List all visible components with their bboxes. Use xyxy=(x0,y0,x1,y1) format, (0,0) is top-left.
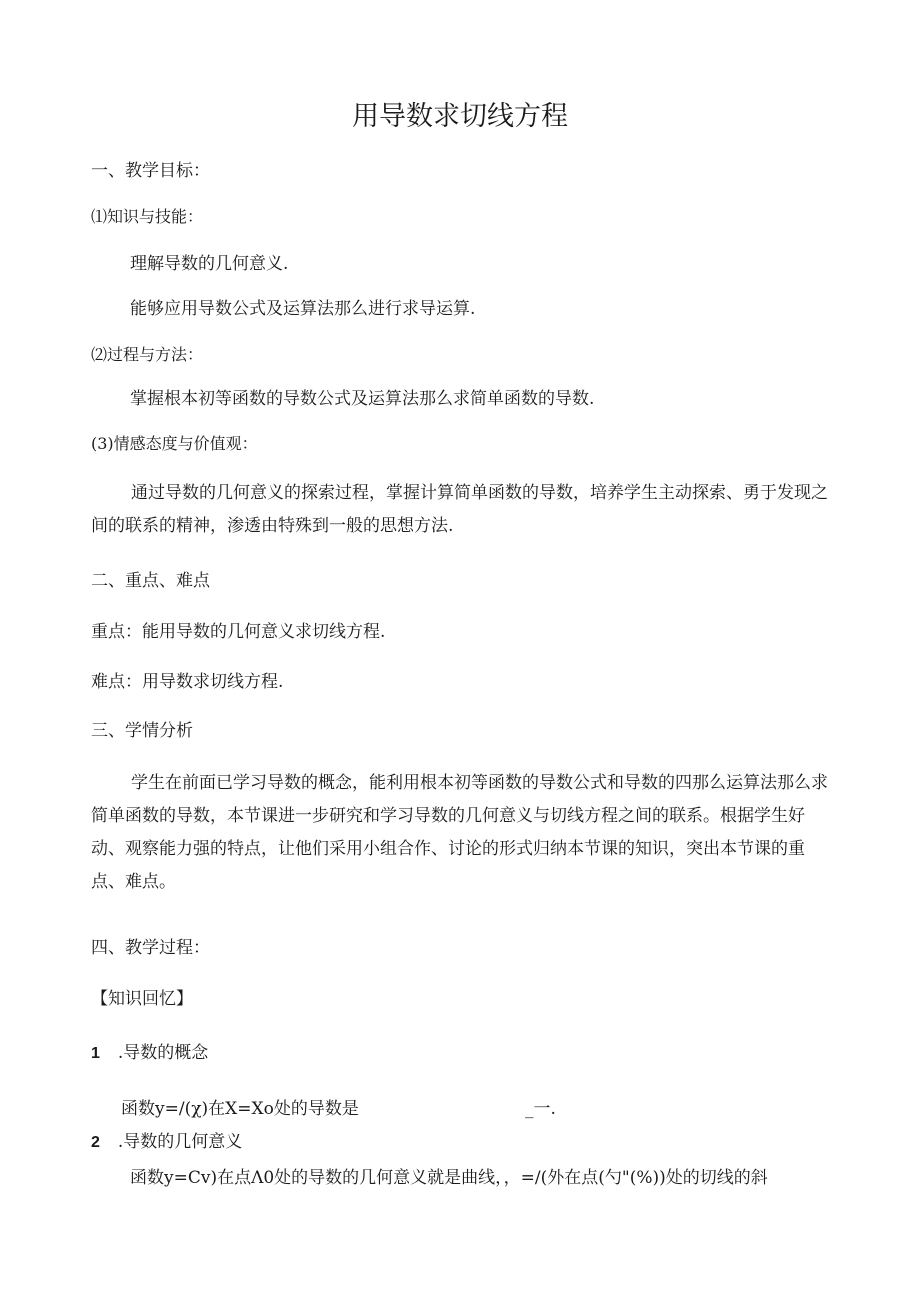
knowledge-item-1: 理解导数的几何意义. xyxy=(130,254,289,274)
key-point-text: 重点：能用导数的几何意义求切线方程. xyxy=(91,622,386,642)
answer-blank: _一. xyxy=(525,1099,556,1119)
knowledge-item-2: 能够应用导数公式及运算法那么进行求导运算. xyxy=(130,299,476,319)
section-3-heading: 三、学情分析 xyxy=(91,721,193,741)
emotion-attitude-label: (3)情感态度与价值观： xyxy=(91,434,258,453)
geometric-meaning-text: 函数y=Cv)在点Λ0处的导数的几何意义就是曲线，，=/(外在点(勺"(%))处的切线的斜 xyxy=(130,1168,768,1188)
knowledge-skills-label: ⑴知识与技能： xyxy=(91,207,204,226)
item-1-heading xyxy=(91,1042,208,1065)
learner-analysis-paragraph: 学生在前面已学习导数的概念，能利用根本初等函数的导数公式和导数的四那么运算法那么求简单函数的导数，本节课进一步研究和学习导数的几何意义与切线方程之间的联系。根据学生好动、观察能力强的特点，让他们采用小组合作、讨论的形式归纳本节课的知识，突出本节课的重点、难点。 xyxy=(91,773,828,892)
item-1-number: 1 xyxy=(91,1045,100,1062)
item-2-title: .导数的几何意义 xyxy=(117,1132,243,1152)
section-2-heading: 二、重点、难点 xyxy=(91,571,210,591)
item-2-heading xyxy=(91,1131,242,1154)
process-method-item: 掌握根本初等函数的导数公式及运算法那么求简单函数的导数. xyxy=(130,389,595,409)
section-4-heading: 四、教学过程： xyxy=(91,938,210,958)
item-2-number: 2 xyxy=(91,1134,100,1151)
emotion-attitude-paragraph: 通过导数的几何意义的探索过程，掌握计算简单函数的导数，培养学生主动探索、勇于发现之间的联系的精神，渗透由特殊到一般的思想方法. xyxy=(91,483,828,536)
knowledge-recall-heading: 【知识回忆】 xyxy=(91,989,193,1009)
difficult-point-text: 难点：用导数求切线方程. xyxy=(91,672,284,692)
item-1-title: .导数的概念 xyxy=(117,1043,209,1063)
document-title: 用导数求切线方程 xyxy=(352,101,568,132)
process-method-label: ⑵过程与方法： xyxy=(91,345,204,364)
derivative-definition-text: 函数y=/(χ)在X=Xo处的导数是 xyxy=(121,1099,359,1119)
section-1-heading: 一、教学目标： xyxy=(91,161,210,181)
